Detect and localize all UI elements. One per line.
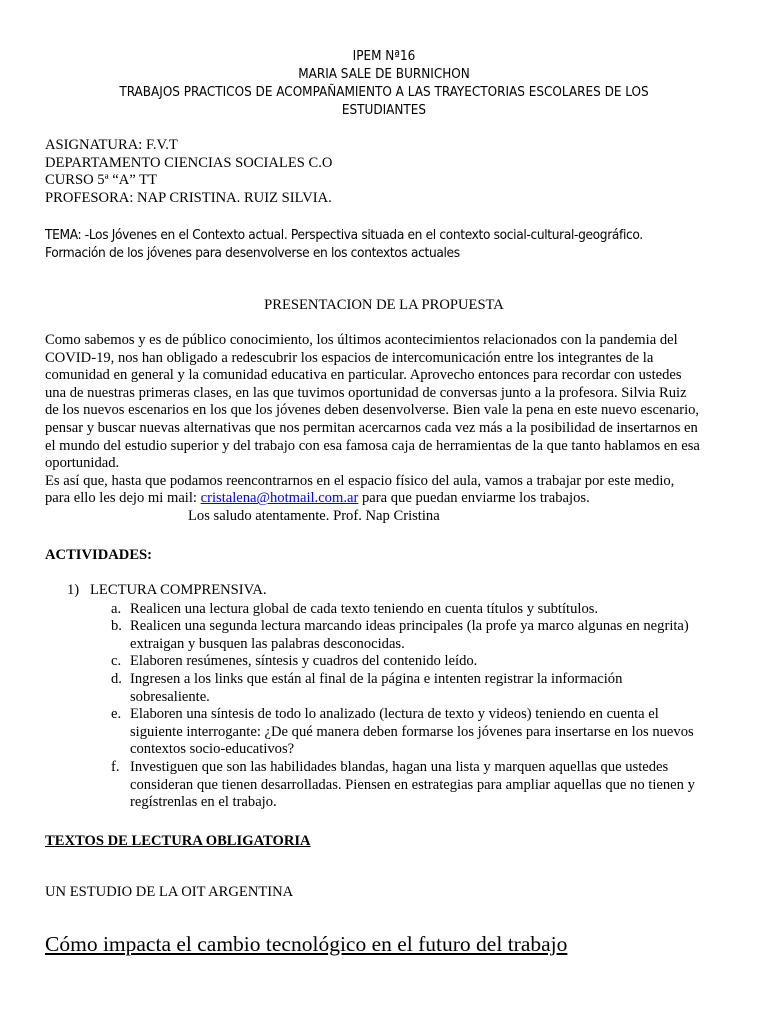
teacher-line: PROFESORA: NAP CRISTINA. RUIZ SILVIA. <box>45 189 332 206</box>
mail-prefix: para ello les dejo mi mail: <box>45 490 201 507</box>
body-line: de los nuevos escenarios en los que los jóvenes deben desenvolverse. Bien vale la pena en este nuevo escenario, <box>45 402 700 419</box>
sub-activity-letter: b. <box>111 618 122 635</box>
body-line: Como sabemos y es de público conocimiento, los últimos acontecimientos relacionados con la pandemia del <box>45 332 678 348</box>
sub-activity-text <box>130 618 727 653</box>
sub-activity-text <box>130 601 727 619</box>
department-line: DEPARTAMENTO CIENCIAS SOCIALES C.O <box>45 154 333 171</box>
body-line: Es así que, hasta que podamos reencontrarnos en el espacio físico del aula, vamos a trabajar por este medio, <box>45 472 675 489</box>
body-line: comunidad en general y la comunidad educativa en particular. Aprovecho entonces para recordar con ustedes <box>45 367 682 384</box>
subject-line: ASIGNATURA: F.V.T <box>45 137 178 153</box>
topic-line1: TEMA: -Los Jóvenes en el Contexto actual. Perspectiva situada en el contexto social-cultural-geográfico. <box>45 227 643 243</box>
body-line: el mundo del estudio superior y del trabajo con esa famosa caja de herramientas de la que tanto hablamos en esa <box>45 437 700 454</box>
topic-block <box>45 226 643 262</box>
activity-label: LECTURA COMPRENSIVA. <box>90 582 267 598</box>
signature-line: Los saludo atentamente. Prof. Nap Cristina <box>188 507 440 524</box>
sub-activity-text <box>130 653 727 671</box>
sub-activity-line: regístrenlas en el trabajo. <box>130 794 277 811</box>
body-line: una de nuestras primeras clases, en las que tuvimos oportunidad de conversas junto a la profesora. Silvia Ruiz <box>45 384 687 401</box>
sub-activity-item <box>67 618 727 653</box>
sub-activity-line: siguiente interrogante: ¿De qué manera deben formarse los jóvenes para insertarse en los nuevos <box>130 723 694 740</box>
sub-activity-letter: e. <box>111 706 122 723</box>
sub-activity-item <box>67 601 727 619</box>
sub-activity-item <box>67 706 727 759</box>
sub-activity-letter: a. <box>111 600 122 617</box>
sub-activity-line: extraigan y busquen las palabras desconocidas. <box>130 635 405 652</box>
program-title-line2: ESTUDIANTES <box>341 103 427 118</box>
body-line: oportunidad. <box>45 455 120 472</box>
body-line: COVID-19, nos han obligado a redescubrir los espacios de intercomunicación entre los integrantes de la <box>45 349 654 366</box>
mail-line <box>45 490 735 508</box>
school-name: IPEM Nª16 <box>352 49 416 64</box>
email-link[interactable]: cristalena@hotmail.com.ar <box>200 490 359 507</box>
presentation-body <box>45 332 735 526</box>
course-info <box>45 137 332 207</box>
sub-activity-item <box>67 759 727 812</box>
sub-activity-letter: c. <box>111 653 122 670</box>
sub-activity-line: Elaboren una síntesis de todo lo analizado (lectura de texto y videos) teniendo en cuenta el <box>130 706 659 723</box>
activities-heading: ACTIVIDADES: <box>45 547 153 563</box>
sub-activity-line: Ingresen a los links que están al final de la página e intenten registrar la información <box>130 670 623 687</box>
school-subtitle: MARIA SALE DE BURNICHON <box>298 67 470 82</box>
activity-list <box>67 582 727 812</box>
sub-activity-line: Realicen una lectura global de cada texto teniendo en cuenta títulos y subtítulos. <box>130 600 599 617</box>
sub-activity-text <box>130 759 727 812</box>
sub-activity-letter: d. <box>111 670 122 687</box>
article-title: Cómo impacta el cambio tecnológico en el futuro del trabajo <box>45 932 568 956</box>
body-line: pensar y buscar nuevas alternativas que nos permitan acercarnos cada vez más a la posibilidad de insertarnos en <box>45 419 698 436</box>
sub-activity-text <box>130 706 727 759</box>
required-readings-heading: TEXTOS DE LECTURA OBLIGATORIA <box>45 833 311 849</box>
presentation-heading: PRESENTACION DE LA PROPUESTA <box>264 297 504 313</box>
topic-line2: Formación de los jóvenes para desenvolverse en los contextos actuales <box>45 245 460 261</box>
sub-activity-line: sobresaliente. <box>130 688 210 705</box>
sub-activity-line: Investiguen que son las habilidades blandas, hagan una lista y marquen aquellas que ustedes <box>130 758 669 775</box>
sub-activity-letter: f. <box>111 758 120 775</box>
mail-suffix: para que puedan enviarme los trabajos. <box>358 490 590 507</box>
activity-number: 1) <box>67 582 80 598</box>
sub-activity-text <box>130 671 727 706</box>
program-title-line1: TRABAJOS PRACTICOS DE ACOMPAÑAMIENTO A LAS TRAYECTORIAS ESCOLARES DE LOS <box>119 85 649 100</box>
sub-activity-line: Elaboren resúmenes, síntesis y cuadros del contenido leído. <box>130 653 478 670</box>
sub-activity-item <box>67 653 727 671</box>
sub-activity-line: contextos socio-educativos? <box>130 741 295 758</box>
document-header <box>45 48 723 120</box>
course-line: CURSO 5ª “A” TT <box>45 172 157 188</box>
sub-activity-line: Realicen una segunda lectura marcando ideas principales (la profe ya marco algunas en negrita) <box>130 618 689 635</box>
sub-activity-line: consideran que tienen desarrolladas. Piensen en estrategias para ampliar aquellas que no tienen y <box>130 776 695 793</box>
study-subheading: UN ESTUDIO DE LA OIT ARGENTINA <box>45 884 294 900</box>
sub-activity-list <box>67 601 727 812</box>
sub-activity-item <box>67 671 727 706</box>
activity-item <box>67 582 727 600</box>
